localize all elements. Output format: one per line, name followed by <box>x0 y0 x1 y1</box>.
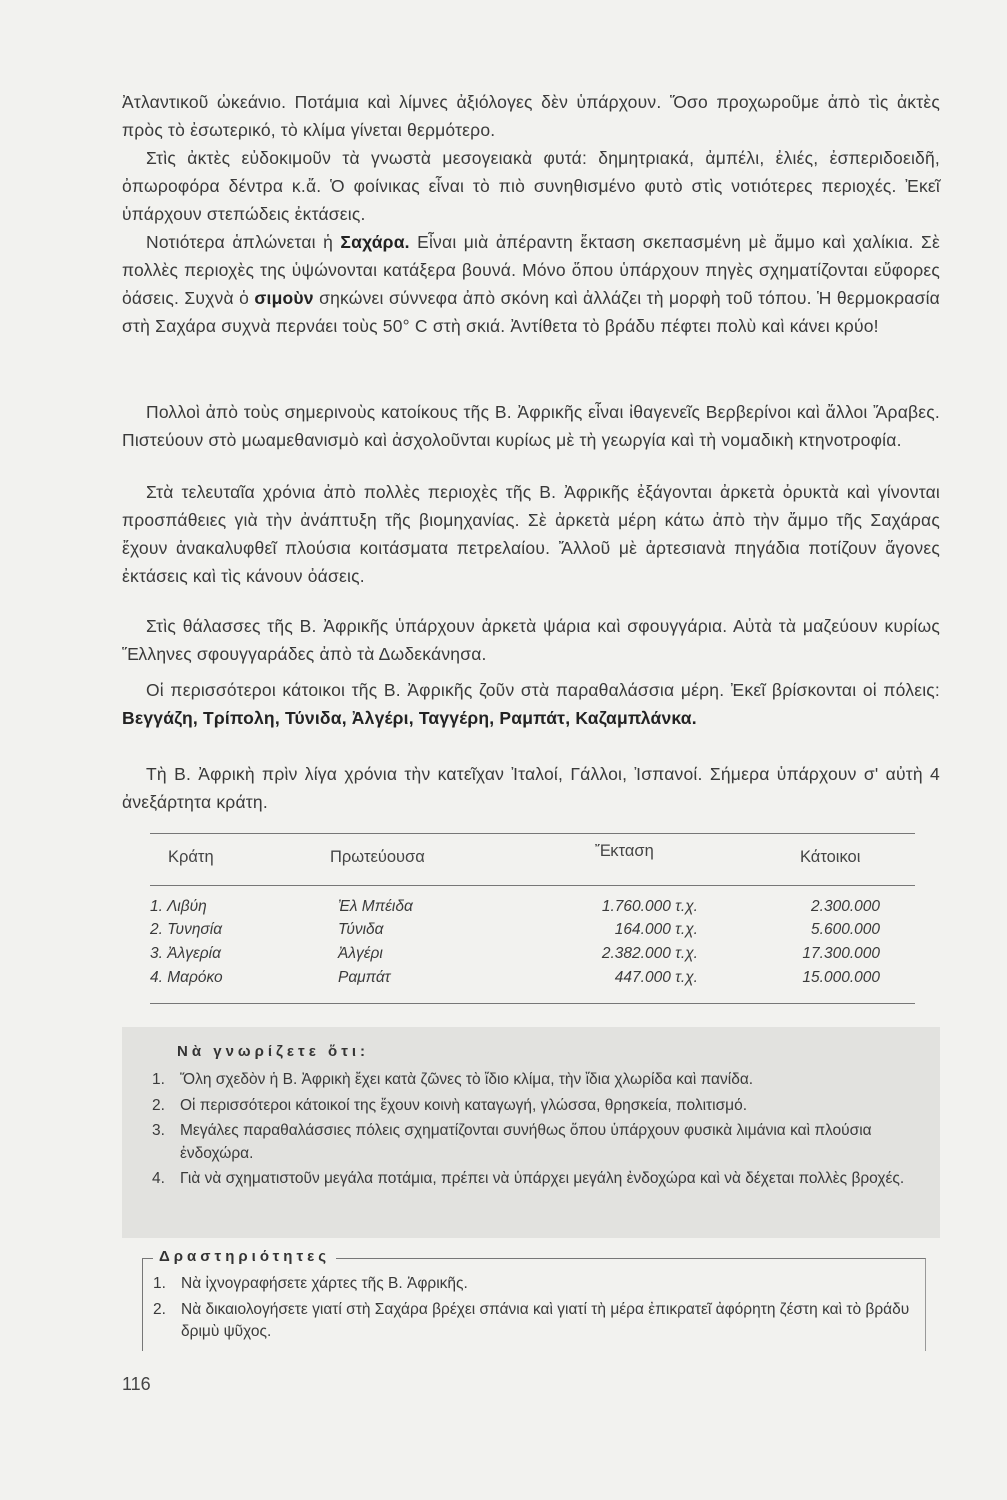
text-run: Ἀτλαντικοῦ ὠκεάνιο. Ποτάμια καὶ λίμνες ἀξιόλογες δὲν ὑπάρχουν. Ὅσο προχωροῦμε ἀπὸ τὶς ἀκτὲς πρὸς τὸ ἐσωτερικό, τὸ κλίμα γίνεται θερμότερο. <box>122 92 940 140</box>
item-text: Οἱ περισσότεροι κάτοικοί της ἔχουν κοινὴ καταγωγή, γλώσσα, θρησκεία, πολιτισμό. <box>180 1096 748 1114</box>
table-row <box>150 898 915 920</box>
paragraph-7 <box>122 676 940 732</box>
item-text: Ὅλη σχεδὸν ἡ Β. Ἀφρικὴ ἔχει κατὰ ζῶνες τὸ ἴδιο κλίμα, τὴν ἴδια χλωρίδα καὶ πανίδα. <box>180 1071 754 1088</box>
cell-area: 447.000 τ.χ. <box>614 969 698 986</box>
activities-list <box>153 1273 913 1347</box>
text-run: Τὴ Β. Ἀφρικὴ πρὶν λίγα χρόνια τὴν κατεῖχαν Ἰταλοί, Γάλλοι, Ἰσπανοί. Σήμερα ὑπάρχουν σ' αὐτὴ 4 ἀνεξάρτητα κράτη. <box>122 764 940 812</box>
item-number: 2. <box>152 1096 165 1114</box>
item-text: Νὰ ἰχνογραφήσετε χάρτες τῆς Β. Ἀφρικῆς. <box>181 1275 468 1292</box>
know-box-title: Νὰ γνωρίζετε ὅτι: <box>177 1043 370 1060</box>
paragraph-2 <box>122 144 940 228</box>
list-item <box>153 1299 913 1344</box>
list-item <box>153 1273 913 1296</box>
table-body <box>150 898 915 994</box>
text-run: Νοτιότερα ἁπλώνεται ἡ <box>146 232 341 252</box>
text-run: Εἶναι μιὰ ἀπέραντη ἔκταση σκεπασμένη μὲ ἄμμο καὶ χαλίκια. Σὲ πολλὲς περιοχὲς της ὑψώνονται κατάξερα βουνά. Μόνο ὅπου ὑπάρχουν πηγὲς σχηματίζονται εὔφορες ὀάσεις. Συχνὰ ὁ <box>122 232 940 308</box>
table-header-area: Ἔκταση <box>595 842 654 860</box>
bold-term: σιμοὺν <box>254 288 314 308</box>
table-header-states: Κράτη <box>168 848 214 866</box>
text-run: Οἱ περισσότεροι κάτοικοι τῆς Β. Ἀφρικῆς ζοῦν στὰ παραθαλάσσια μέρη. Ἐκεῖ βρίσκονται οἱ πόλεις: <box>146 680 940 700</box>
cell-capital: Ἀλγέρι <box>338 945 383 962</box>
cell-state: 4. Μαρόκο <box>150 969 223 986</box>
text-run: σηκώνει σύννεφα ἀπὸ σκόνη καὶ ἀλλάζει τὴ μορφὴ τοῦ τόπου. Ἡ θερμοκρασία στὴ Σαχάρα συχνὰ περνάει τοὺς 50° C στὴ σκιά. Ἀντίθετα τὸ βράδυ πέφτει πολὺ καὶ κάνει κρύο! <box>122 288 940 336</box>
item-text: Μεγάλες παραθαλάσσιες πόλεις σχηματίζονται συνήθως ὅπου ὑπάρχουν φυσικὰ λιμάνια καὶ πλούσια ἐνδοχώρα. <box>180 1122 872 1162</box>
table-row <box>150 945 915 967</box>
table-row <box>150 969 915 991</box>
paragraph-4 <box>122 398 940 454</box>
cell-area: 164.000 τ.χ. <box>614 921 698 938</box>
cell-state: 3. Ἀλγερία <box>150 945 221 962</box>
activities-box <box>142 1248 926 1351</box>
cell-population: 5.600.000 <box>811 921 880 938</box>
table-header-capital: Πρωτεύουσα <box>330 848 425 866</box>
text-run: Στὰ τελευταῖα χρόνια ἀπὸ πολλὲς περιοχὲς τῆς Β. Ἀφρικῆς ἐξάγονται ἀρκετὰ ὀρυκτὰ καὶ γίνονται προσπάθειες γιὰ τὴν ἀνάπτυξη τῆς βιομηχανίας. Σὲ ἀρκετὰ μέρη κάτω ἀπὸ τὴν ἄμμο τῆς Σαχάρας ἔχουν ἀνακαλυφθεῖ πλούσια κοιτάσματα πετρελαίου. Ἄλλοῦ μὲ ἀρτεσιανὰ πηγάδια ποτίζουν ἄγονες ἐκτάσεις καὶ τὶς κάνουν ὀάσεις. <box>122 482 940 586</box>
cell-population: 17.300.000 <box>802 945 880 962</box>
item-number: 3. <box>152 1122 165 1139</box>
item-text: Γιὰ νὰ σχηματιστοῦν μεγάλα ποτάμια, πρέπει νὰ ὑπάρχει μεγάλη ἐνδοχώρα καὶ νὰ δέχεται πολλὲς βροχές. <box>180 1170 905 1187</box>
text-run: Στὶς ἀκτὲς εὐδοκιμοῦν τὰ γνωστὰ μεσογειακὰ φυτά: δημητριακά, ἀμπέλι, ἐλιές, ἐσπεριδοειδῆ, ὀπωροφόρα δέντρα κ.ἄ. Ὁ φοίνικας εἶναι τὸ πιὸ συνηθισμένο φυτὸ στὶς νοτιότερες περιοχές. Ἐκεῖ ὑπάρχουν στεπώδεις ἐκτάσεις. <box>122 148 940 224</box>
item-number: 2. <box>153 1300 166 1318</box>
cell-capital: Τύνιδα <box>338 921 384 938</box>
paragraph-1 <box>122 88 940 144</box>
paragraph-3 <box>122 228 940 340</box>
text-run: Στὶς θάλασσες τῆς Β. Ἀφρικῆς ὑπάρχουν ἀρκετὰ ψάρια καὶ σφουγγάρια. Αὐτὰ τὰ μαζεύουν κυρίως Ἕλληνες σφουγγαράδες ἀπὸ τὰ Δωδεκάνησα. <box>122 616 940 664</box>
cell-area: 2.382.000 τ.χ. <box>601 945 698 962</box>
cell-capital: Ἐλ Μπέιδα <box>338 898 413 915</box>
cell-state: 1. Λιβύη <box>150 898 207 915</box>
item-text: Νὰ δικαιολογήσετε γιατί στὴ Σαχάρα βρέχει σπάνια καὶ γιατί τὴ μέρα ἐπικρατεῖ ἀφόρητη ζέστη καὶ τὸ βράδυ δριμὺ ψῦχος. <box>181 1300 910 1340</box>
paragraph-6 <box>122 612 940 668</box>
paragraph-8 <box>122 760 940 816</box>
page-number: 116 <box>122 1374 151 1394</box>
activities-title: Δραστηριότητες <box>153 1248 336 1265</box>
text-run: Πολλοὶ ἀπὸ τοὺς σημερινοὺς κατοίκους τῆς Β. Ἀφρικῆς εἶναι ἰθαγενεῖς Βερβερίνοι καὶ ἄλλοι Ἄραβες. Πιστεύουν στὸ μωαμεθανισμὸ καὶ ἀσχολοῦνται κυρίως μὲ τὴ γεωργία καὶ τὴ νομαδικὴ κτηνοτροφία. <box>122 402 940 450</box>
cell-population: 15.000.000 <box>802 969 880 986</box>
cell-population: 2.300.000 <box>811 898 880 915</box>
know-box <box>122 1027 940 1238</box>
bold-term: Βεγγάζη, Τρίπολη, Τύνιδα, Ἀλγέρι, Ταγγέρη, Ραμπάτ, Καζαμπλάνκα. <box>122 708 697 728</box>
table-header-population: Κάτοικοι <box>800 848 861 866</box>
cell-state: 2. Τυνησία <box>150 921 223 938</box>
item-number: 1. <box>153 1275 166 1292</box>
item-number: 1. <box>152 1071 165 1088</box>
list-item <box>152 1095 920 1118</box>
list-item <box>152 1120 920 1165</box>
cell-area: 1.760.000 τ.χ. <box>601 898 698 915</box>
bold-term: Σαχάρα. <box>340 232 410 252</box>
table-row <box>150 921 915 943</box>
paragraph-5 <box>122 478 940 590</box>
list-item <box>152 1069 920 1092</box>
list-item <box>152 1168 920 1191</box>
states-table <box>150 842 915 888</box>
table-top-rule <box>150 833 915 834</box>
cell-capital: Ραμπάτ <box>338 969 391 986</box>
table-bottom-rule <box>150 1003 915 1004</box>
table-header-rule <box>150 885 915 886</box>
item-number: 4. <box>152 1170 165 1187</box>
know-box-list <box>152 1069 920 1194</box>
